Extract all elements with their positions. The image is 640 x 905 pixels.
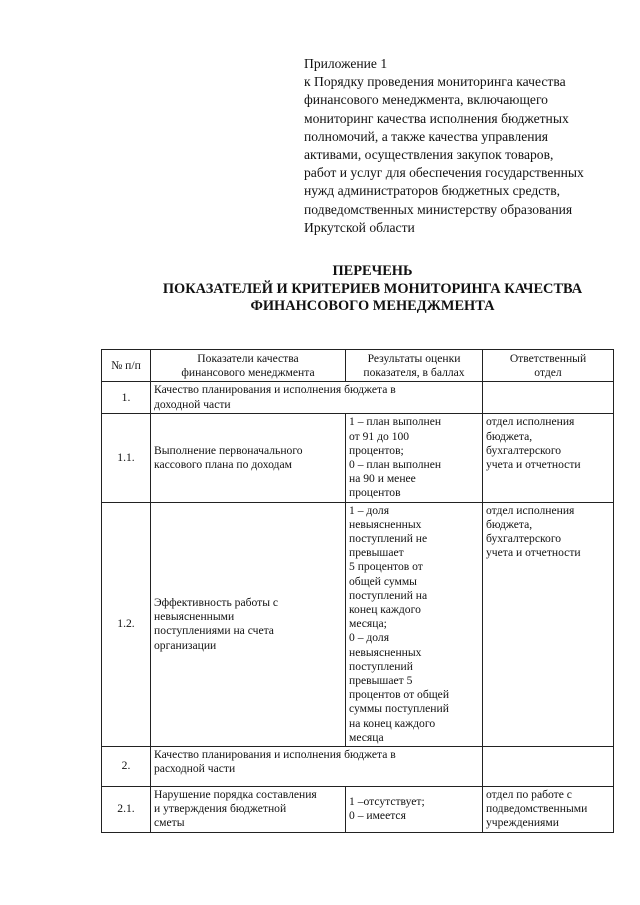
empty-cell xyxy=(483,382,614,414)
appendix-line: подведомственных министерству образования xyxy=(304,201,573,217)
row-num: 1.2. xyxy=(102,502,151,746)
row-num: 1. xyxy=(102,382,151,414)
appendix-line: активами, осуществления закупок товаров, xyxy=(304,147,554,163)
appendix-line: Приложение 1 xyxy=(304,56,388,71)
indicator-cell: Выполнение первоначального кассового плана по доходам xyxy=(151,414,346,502)
table-row xyxy=(102,502,614,746)
title-line: ФИНАНСОВОГО МЕНЕДЖМЕНТА xyxy=(250,298,495,314)
table-row xyxy=(102,414,614,502)
appendix-line: Иркутской области xyxy=(304,219,415,235)
header-num: № п/п xyxy=(102,350,151,382)
result-cell: 1 – доля невыясненных поступлений не превышает 5 процентов от общей суммы поступлений на конец каждого месяца; 0 – доля невыясненных поступлений превышает 5 процентов от общей суммы поступлений на конец каждого месяца xyxy=(346,502,483,746)
title-line: ПОКАЗАТЕЛЕЙ И КРИТЕРИЕВ МОНИТОРИНГА КАЧЕСТВА xyxy=(162,280,583,297)
section-title: Качество планирования и исполнения бюджета в расходной части xyxy=(151,747,483,787)
header-indicator: Показатели качества финансового менеджмента xyxy=(151,350,346,382)
document-title xyxy=(100,263,640,316)
criteria-table xyxy=(101,349,614,833)
appendix-line: полномочий, а также качества управления xyxy=(304,128,549,144)
header-result: Результаты оценки показателя, в баллах xyxy=(346,350,483,382)
department-cell: отдел по работе с подведомственными учреждениями xyxy=(483,787,614,833)
table-row xyxy=(102,787,614,833)
row-num: 2.1. xyxy=(102,787,151,833)
indicator-cell: Нарушение порядка составления и утверждения бюджетной сметы xyxy=(151,787,346,833)
result-cell: 1 – план выполнен от 91 до 100 процентов; 0 – план выполнен на 90 и менее процентов xyxy=(346,414,483,502)
appendix-line: финансового менеджмента, включающего xyxy=(304,92,548,108)
appendix-line: работ и услуг для обеспечения государственных xyxy=(304,165,584,181)
appendix-line: к Порядку проведения мониторинга качества xyxy=(304,74,566,90)
indicator-cell: Эффективность работы с невыясненными поступлениями на счета организации xyxy=(151,502,346,746)
table-row xyxy=(102,747,614,787)
appendix-line: мониторинг качества исполнения бюджетных xyxy=(304,110,569,126)
header-department: Ответственный отдел xyxy=(483,350,614,382)
section-title: Качество планирования и исполнения бюджета в доходной части xyxy=(151,382,483,414)
table-row xyxy=(102,382,614,414)
result-cell: 1 –отсутствует; 0 – имеется xyxy=(346,787,483,833)
department-cell: отдел исполнения бюджета, бухгалтерского учета и отчетности xyxy=(483,414,614,502)
empty-cell xyxy=(483,747,614,787)
table-header-row xyxy=(102,350,614,382)
appendix-note xyxy=(304,55,614,237)
row-num: 2. xyxy=(102,747,151,787)
appendix-line: нужд администраторов бюджетных средств, xyxy=(304,183,561,199)
row-num: 1.1. xyxy=(102,414,151,502)
title-line: ПЕРЕЧЕНЬ xyxy=(332,263,413,279)
department-cell: отдел исполнения бюджета, бухгалтерского учета и отчетности xyxy=(483,502,614,746)
